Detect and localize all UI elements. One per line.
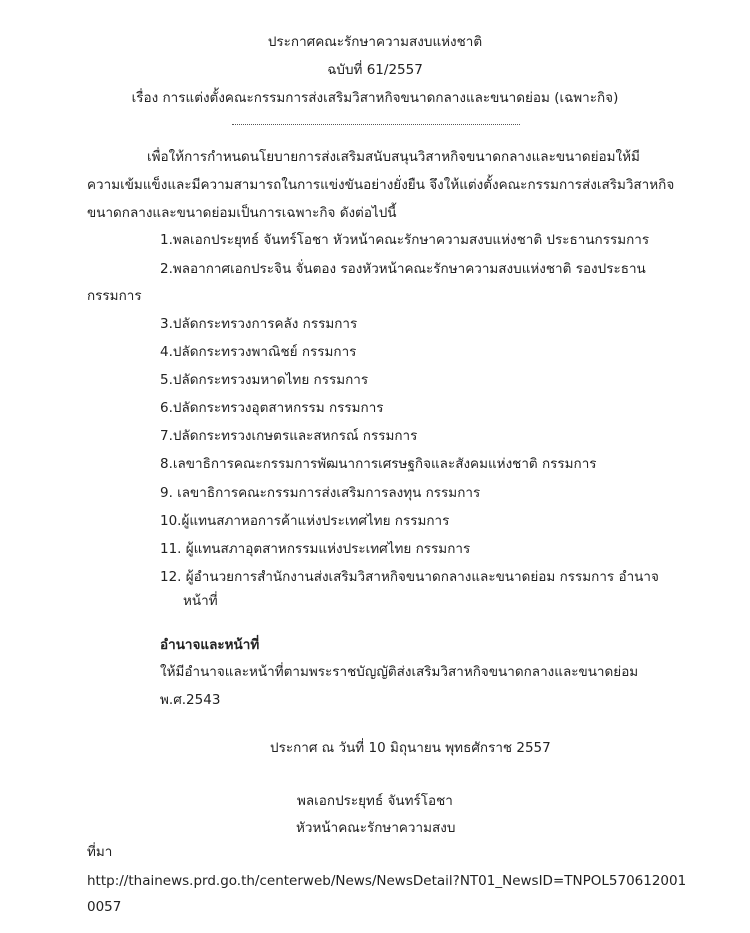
member-item: 8.เลขาธิการคณะกรรมการพัฒนาการเศรษฐกิจและสังคมแห่งชาติ กรรมการ <box>160 456 597 472</box>
announcement-number: ฉบับที่ 61/2557 <box>327 62 423 78</box>
announcement-subject: เรื่อง การแต่งตั้งคณะกรรมการส่งเสริมวิสาหกิจขนาดกลางและขนาดย่อม (เฉพาะกิจ) <box>131 90 619 106</box>
source-link[interactable]: http://thainews.prd.go.th/centerweb/News/NewsDetail?NT01_NewsID=TNPOL570612001 <box>87 873 687 889</box>
member-item: 10.ผู้แทนสภาหอการค้าแห่งประเทศไทย กรรมการ <box>160 513 450 529</box>
intro-line: เพื่อให้การกำหนดนโยบายการส่งเสริมสนับสนุนวิสาหกิจขนาดกลางและขนาดย่อมให้มี <box>147 149 640 165</box>
member-item: 5.ปลัดกระทรวงมหาดไทย กรรมการ <box>160 372 369 388</box>
divider <box>232 124 520 125</box>
source-link-continuation[interactable]: 0057 <box>87 899 122 915</box>
member-item: 12. ผู้อำนวยการสำนักงานส่งเสริมวิสาหกิจขนาดกลางและขนาดย่อม กรรมการ อำนาจ <box>160 569 659 585</box>
member-item: 3.ปลัดกระทรวงการคลัง กรรมการ <box>160 316 358 332</box>
member-item: 6.ปลัดกระทรวงอุตสาหกรรม กรรมการ <box>160 400 384 416</box>
announcement-date: ประกาศ ณ วันที่ 10 มิถุนายน พุทธศักราช 2557 <box>270 740 551 756</box>
member-item: 1.พลเอกประยุทธ์ จันทร์โอชา หัวหน้าคณะรักษาความสงบแห่งชาติ ประธานกรรมการ <box>160 232 650 248</box>
signer-title: หัวหน้าคณะรักษาความสงบ <box>296 820 456 836</box>
authority-text: ให้มีอำนาจและหน้าที่ตามพระราชบัญญัติส่งเสริมวิสาหกิจขนาดกลางและขนาดย่อม <box>160 664 639 680</box>
member-item: 2.พลอากาศเอกประจิน จั่นตอง รองหัวหน้าคณะรักษาความสงบแห่งชาติ รองประธาน <box>160 261 646 277</box>
member-item: 9. เลขาธิการคณะกรรมการส่งเสริมการลงทุน กรรมการ <box>160 485 481 501</box>
signer-name: พลเอกประยุทธ์ จันทร์โอชา <box>297 793 453 809</box>
member-item: 11. ผู้แทนสภาอุตสาหกรรมแห่งประเทศไทย กรรมการ <box>160 541 471 557</box>
member-item-continuation: หน้าที่ <box>183 593 218 609</box>
authority-heading: อำนาจและหน้าที่ <box>160 637 260 653</box>
authority-text: พ.ศ.2543 <box>160 692 221 708</box>
member-item: 7.ปลัดกระทรวงเกษตรและสหกรณ์ กรรมการ <box>160 428 418 444</box>
intro-line: ขนาดกลางและขนาดย่อมเป็นการเฉพาะกิจ ดังต่อไปนี้ <box>87 205 397 221</box>
member-item: 4.ปลัดกระทรวงพาณิชย์ กรรมการ <box>160 344 357 360</box>
intro-line: ความเข้มแข็งและมีความสามารถในการแข่งขันอย่างยั่งยืน จึงให้แต่งตั้งคณะกรรมการส่งเสริมวิสาหกิจ <box>87 177 675 193</box>
document-title: ประกาศคณะรักษาความสงบแห่งชาติ <box>267 34 483 50</box>
source-label: ที่มา <box>87 844 113 860</box>
member-item-continuation: กรรมการ <box>87 288 142 304</box>
